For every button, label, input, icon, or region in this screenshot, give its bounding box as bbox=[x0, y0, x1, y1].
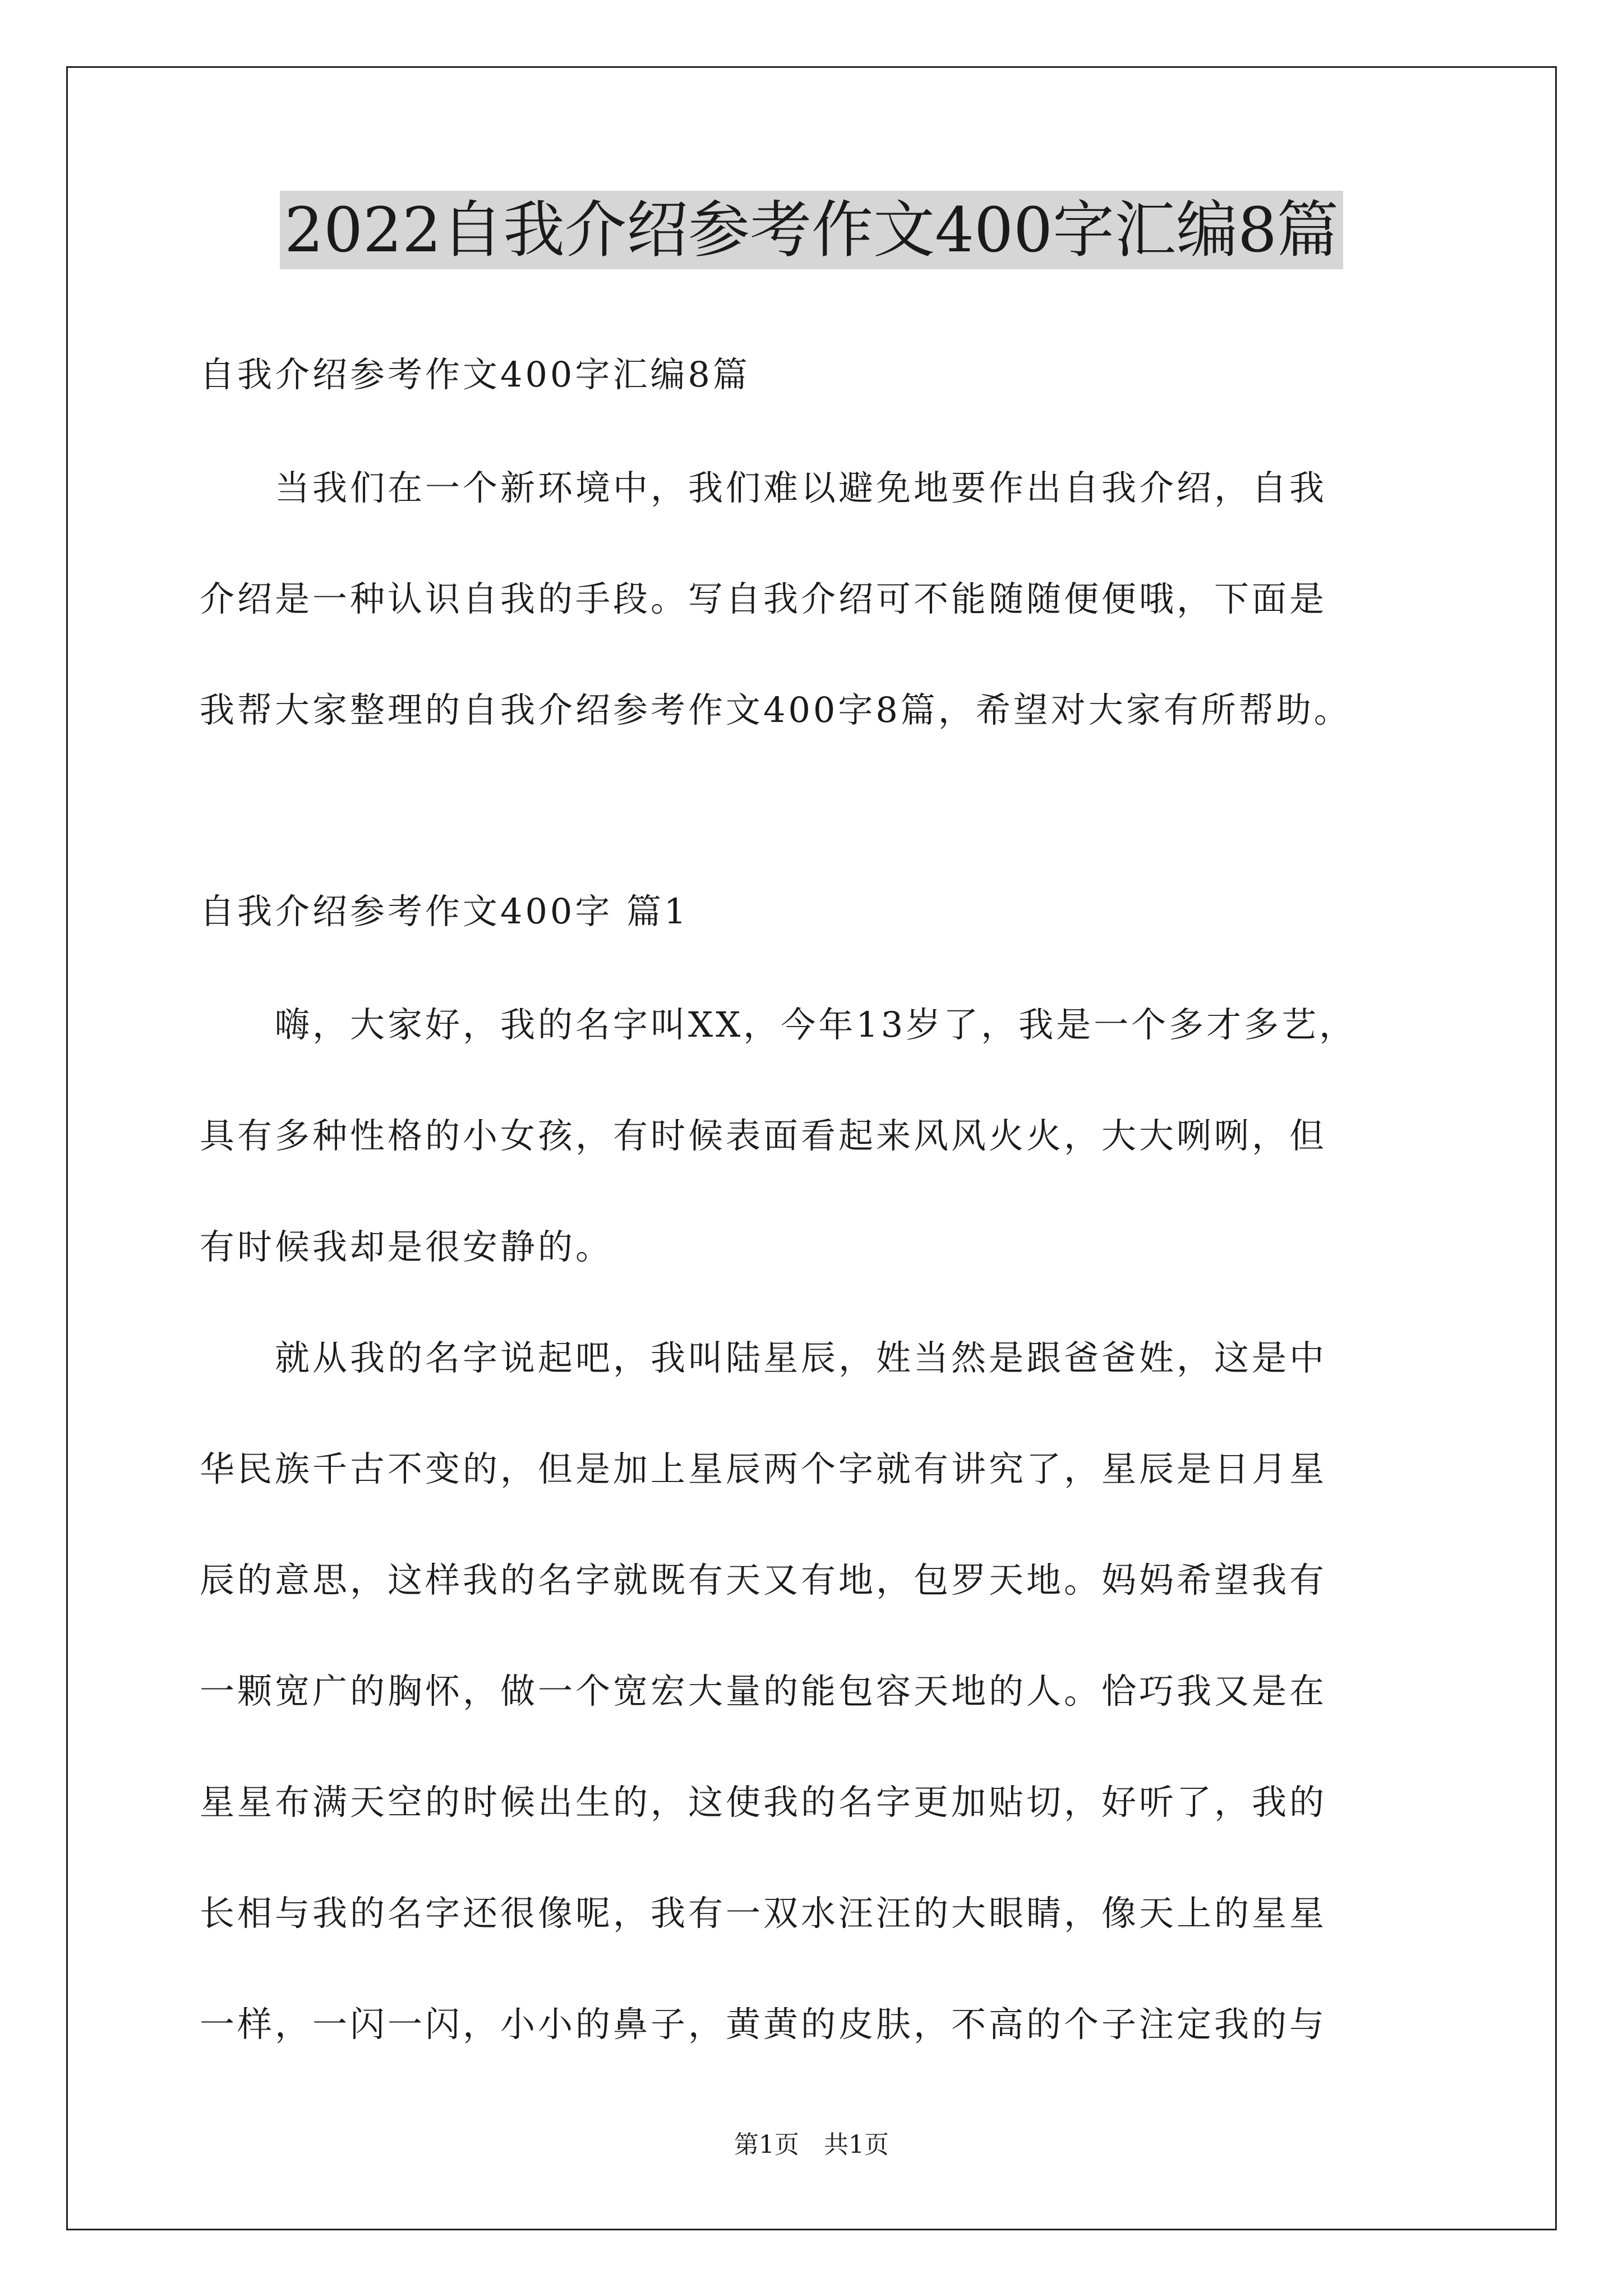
document-title: 2022自我介绍参考作文400字汇编8篇 bbox=[280, 191, 1343, 269]
body-line: 我帮大家整理的自我介绍参考作文400字8篇，希望对大家有所帮助。 bbox=[200, 689, 1352, 730]
body-line: 介绍是一种认识自我的手段。写自我介绍可不能随随便便哦，下面是 bbox=[200, 578, 1327, 619]
section-heading: 自我介绍参考作文400字 篇1 bbox=[200, 891, 689, 932]
body-line: 长相与我的名字还很像呢，我有一双水汪汪的大眼睛，像天上的星星 bbox=[200, 1893, 1327, 1934]
body-line: 星星布满天空的时候出生的，这使我的名字更加贴切，好听了，我的 bbox=[200, 1782, 1327, 1823]
page-footer: 第1页 共1页 bbox=[734, 2131, 889, 2159]
body-line: 华民族千古不变的，但是加上星辰两个字就有讲究了，星辰是日月星 bbox=[200, 1448, 1327, 1489]
subtitle-line: 自我介绍参考作文400字汇编8篇 bbox=[200, 354, 750, 395]
body-line: 具有多种性格的小女孩，有时候表面看起来风风火火，大大咧咧，但 bbox=[200, 1115, 1327, 1156]
body-line: 一颗宽广的胸怀，做一个宽宏大量的能包容天地的人。恰巧我又是在 bbox=[200, 1671, 1327, 1711]
body-line: 有时候我却是很安静的。 bbox=[200, 1226, 614, 1267]
body-line: 就从我的名字说起吧，我叫陆星辰，姓当然是跟爸爸姓，这是中 bbox=[200, 1337, 1327, 1378]
body-line: 一样，一闪一闪，小小的鼻子，黄黄的皮肤，不高的个子注定我的与 bbox=[200, 2004, 1327, 2045]
body-line: 辰的意思，这样我的名字就既有天又有地，包罗天地。妈妈希望我有 bbox=[200, 1559, 1327, 1600]
body-line: 当我们在一个新环境中，我们难以避免地要作出自我介绍，自我 bbox=[200, 467, 1327, 508]
body-line: 嗨，大家好，我的名字叫XX，今年13岁了，我是一个多才多艺， bbox=[200, 1004, 1357, 1045]
title-container bbox=[66, 191, 1557, 269]
